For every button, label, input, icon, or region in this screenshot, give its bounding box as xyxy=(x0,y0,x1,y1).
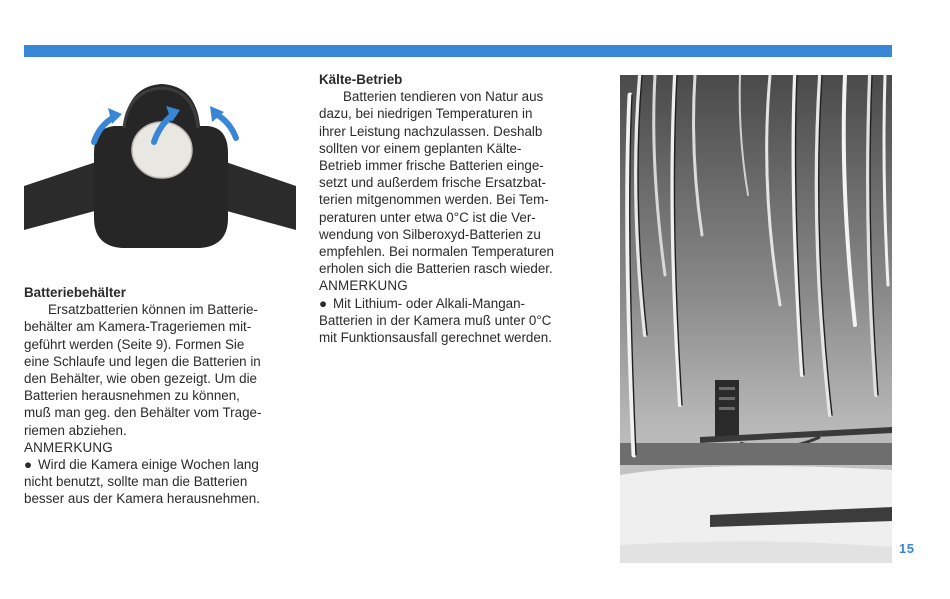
body-line: riemen abziehen. xyxy=(24,422,127,438)
page-number: 15 xyxy=(899,541,915,556)
body-line: muß man geg. den Behälter vom Trage- xyxy=(24,405,262,421)
note-line: mit Funktionsausfall gerechnet werden. xyxy=(319,330,552,346)
battery-holder-illustration xyxy=(24,68,296,268)
bullet-icon: ● xyxy=(24,457,33,473)
cold-operation-section xyxy=(319,71,593,346)
body-line: Ersatzbatterien können im Batterie- xyxy=(48,302,258,318)
battery-holder-section xyxy=(24,284,297,508)
note-line: Mit Lithium- oder Alkali-Mangan- xyxy=(333,295,526,311)
body-line: ihrer Leistung nachzulassen. Deshalb xyxy=(319,123,543,139)
note-body xyxy=(319,295,593,347)
body-line: Batterien tendieren von Natur aus xyxy=(343,89,544,105)
body-line: den Behälter, wie oben gezeigt. Um die xyxy=(24,371,257,387)
body-line: Betrieb immer frische Batterien einge- xyxy=(319,158,544,174)
body-line: peraturen unter etwa 0°C ist die Ver- xyxy=(319,209,536,225)
note-body xyxy=(24,456,297,508)
battery-holder-heading: Batteriebehälter xyxy=(24,285,126,300)
body-line: erholen sich die Batterien rasch wieder. xyxy=(319,261,553,277)
body-line: geführt werden (Seite 9). Formen Sie xyxy=(24,336,245,352)
body-line: dazu, bei niedrigen Temperaturen in xyxy=(319,106,533,122)
note-line: Batterien in der Kamera muß unter 0°C xyxy=(319,312,552,328)
battery-holder-body xyxy=(24,301,297,439)
body-line: eine Schlaufe und legen die Batterien in xyxy=(24,353,261,369)
note-line: Wird die Kamera einige Wochen lang xyxy=(38,457,259,473)
body-line: Batterien herausnehmen zu können, xyxy=(24,388,240,404)
body-line: sollten vor einem geplanten Kälte- xyxy=(319,140,522,156)
bullet-icon: ● xyxy=(319,295,328,311)
cold-operation-body xyxy=(319,88,593,277)
winter-tree-photo xyxy=(620,75,892,563)
body-line: wendung von Silberoxyd-Batterien zu xyxy=(319,226,541,242)
note-title: ANMERKUNG xyxy=(24,439,113,455)
top-accent-bar xyxy=(24,45,892,57)
note-line: nicht benutzt, sollte man die Batterien xyxy=(24,474,248,490)
body-line: setzt und außerdem frische Ersatzbat- xyxy=(319,175,546,191)
cold-operation-heading: Kälte-Betrieb xyxy=(319,72,403,87)
body-line: terien mitgenommen werden. Bei Tem- xyxy=(319,192,549,208)
body-line: behälter am Kamera-Trageriemen mit- xyxy=(24,319,252,335)
body-line: empfehlen. Bei normalen Temperaturen xyxy=(319,244,554,260)
note-line: besser aus der Kamera herausnehmen. xyxy=(24,491,260,507)
note-title: ANMERKUNG xyxy=(319,278,408,294)
